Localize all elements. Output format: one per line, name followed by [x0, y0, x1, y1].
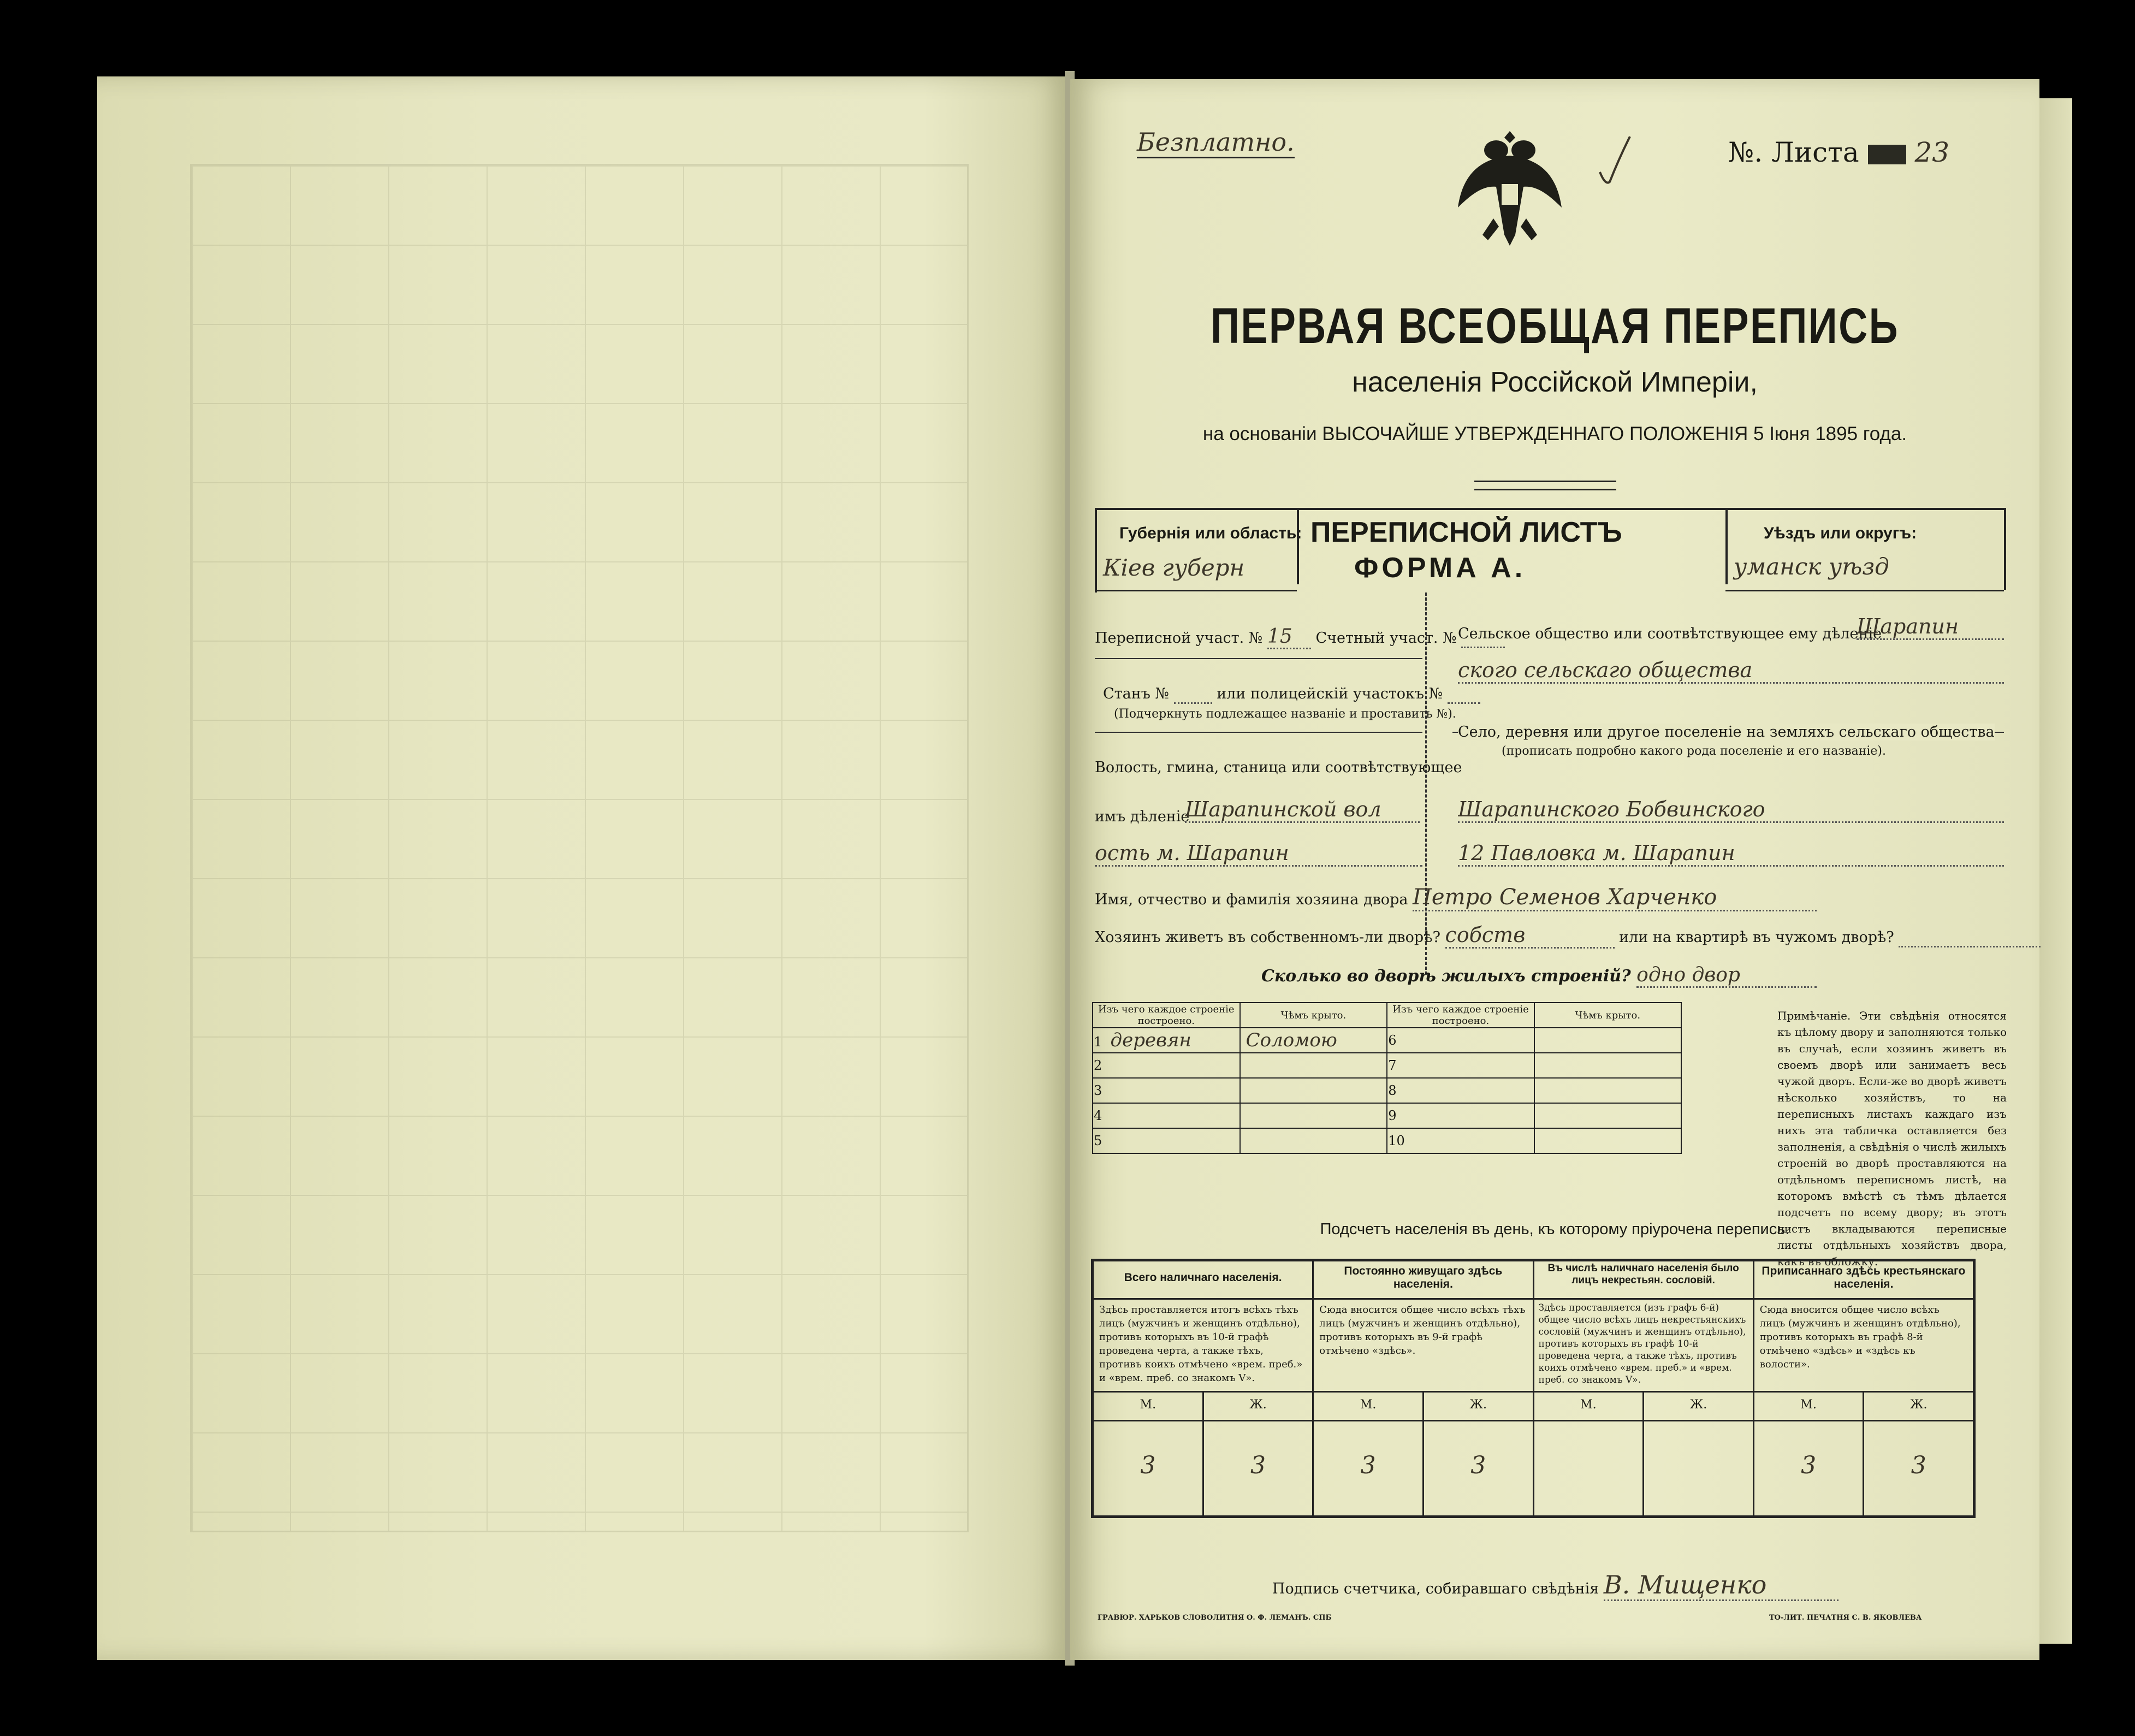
redacted-mark [1868, 145, 1906, 164]
count-col-2-values [1314, 1421, 1532, 1515]
count-col-3-m [1534, 1421, 1645, 1515]
buildings-table [1092, 1002, 1682, 1154]
schetny-label: Счетный участ. № [1315, 630, 1457, 647]
sheet-number-label: №. Листа [1728, 137, 1859, 168]
stan-value [1174, 685, 1212, 704]
count-col-3-title: Въ числѣ наличнаго населенія было лицъ некрестьян. сословій. [1534, 1261, 1753, 1300]
rule-1 [1095, 658, 1422, 659]
owner-label: Имя, отчество и фамилія хозяина двора [1095, 891, 1408, 908]
row1-material: деревян [1110, 1029, 1191, 1051]
count-col-2-zh: 3 [1470, 1451, 1486, 1479]
buildings-row [1261, 964, 1817, 988]
count-col-2-m: 3 [1314, 1421, 1424, 1515]
row6-roof [1534, 1028, 1681, 1053]
center-divider [1425, 593, 1427, 975]
signature-label: Подпись счетчика, собиравшаго свѣдѣнія [1272, 1580, 1599, 1597]
police-value [1448, 685, 1480, 704]
uezd-value: уманск уѣзд [1734, 553, 1889, 580]
count-col-2-title: Постоянно живущаго здѣсь населенія. [1314, 1261, 1532, 1300]
building-row-3: 3 [1093, 1078, 1240, 1103]
count-col-1 [1094, 1261, 1314, 1515]
zh-label: Ж. [1909, 1398, 1928, 1412]
count-col-1-values [1094, 1421, 1312, 1515]
form-title: ПЕРЕПИСНОЙ ЛИСТЪ [1310, 517, 1622, 548]
imperial-eagle-emblem [1452, 126, 1567, 251]
row8-roof [1534, 1078, 1681, 1103]
page-edge [2039, 98, 2072, 1644]
count-col-2 [1314, 1261, 1534, 1515]
count-col-4-values [1754, 1421, 1973, 1515]
selskoe-value-2: ского сельскаго общества [1458, 658, 2004, 684]
building-row-10: 10 [1387, 1128, 1534, 1153]
sheet-number-value: 23 [1914, 137, 1950, 168]
police-label: или полицейскій участокъ № [1217, 685, 1443, 702]
count-col-1-mz [1094, 1393, 1312, 1421]
count-col-4-desc: Сюда вносится общее число всѣхъ лицъ (мужчинъ и женщинъ отдѣльно), противъ которыхъ въ графѣ 8-й отмѣчено «здѣсь» и «здѣсь къ волости». [1754, 1300, 1973, 1393]
selo-value-2: 12 Павловка м. Шарапин [1458, 841, 2004, 867]
selo-label: Село, деревня или другое поселеніе на земляхъ сельскаго общества [1458, 724, 1995, 740]
form-top-rule [1095, 508, 2004, 510]
free-label: Безплатно. [1137, 127, 1295, 158]
own-yard-row [1095, 923, 2041, 949]
col-material-header-right: Изъ чего каждое строеніе построено. [1387, 1003, 1534, 1028]
subtitle: населенія Россійской Имперіи, [1352, 366, 1758, 398]
signature-row [1272, 1570, 1839, 1601]
m-label: М. [1094, 1393, 1204, 1420]
count-col-4-mz [1754, 1393, 1973, 1421]
selskoe-label: Сельское общество или соотвѣтствующее ему дѣленіе [1458, 625, 1882, 642]
sheet-number [1728, 137, 1949, 168]
count-col-2-desc: Сюда вносится общее число всѣхъ тѣхъ лицъ (мужчинъ и женщинъ отдѣльно), противъ которыхъ въ 9-й графѣ отмѣчено «здѣсь». [1314, 1300, 1532, 1393]
row4-roof [1240, 1103, 1387, 1128]
count-col-3-zh [1644, 1421, 1753, 1515]
left-box-border [1095, 508, 1097, 593]
checkmark-icon [1594, 134, 1633, 188]
row5-roof [1240, 1128, 1387, 1153]
m-label: М. [1534, 1393, 1645, 1420]
right-box-border [2004, 508, 2006, 590]
printer-left: ГРАВЮР. ХАРЬКОВ СЛОВОЛИТНЯ О. Ф. ЛЕМАНЪ. СПБ [1098, 1614, 1332, 1622]
ornament-divider [1474, 481, 1616, 490]
m-label: М. [1754, 1393, 1865, 1420]
building-row-1: 1 деревян [1093, 1028, 1240, 1053]
building-row-5: 5 [1093, 1128, 1240, 1153]
count-col-2-mz [1314, 1393, 1532, 1421]
guberniya-value: Кіев губерн [1103, 554, 1245, 581]
zh-label: Ж. [1249, 1398, 1267, 1412]
building-row-7: 7 [1387, 1053, 1534, 1078]
building-row-2: 2 [1093, 1053, 1240, 1078]
row1-roof: Соломою [1240, 1028, 1387, 1053]
count-col-1-m: 3 [1094, 1421, 1204, 1515]
selo-value-1: Шарапинского Бобвинского [1458, 797, 2004, 823]
count-col-4-zh: 3 [1911, 1451, 1926, 1479]
census-form-page [1070, 79, 2039, 1660]
rule-2 [1095, 732, 1422, 733]
owner-row [1095, 885, 1817, 911]
count-heading: Подсчетъ населенія въ день, къ которому пріурочена перепись. [1320, 1220, 1790, 1238]
signature-value: В. Мищенко [1604, 1570, 1839, 1601]
rent-label: или на квартирѣ въ чужомъ дворѣ? [1619, 929, 1894, 946]
count-col-4 [1754, 1261, 1973, 1515]
col-roof-header-left: Чѣмъ крыто. [1240, 1003, 1387, 1028]
perepisnoy-value: 15 [1267, 625, 1311, 649]
stan-row [1103, 685, 1480, 704]
left-page [97, 76, 1069, 1660]
count-col-4-m: 3 [1754, 1421, 1865, 1515]
form-name: ФОРМА А. [1354, 552, 1526, 584]
building-row-6: 6 [1387, 1028, 1534, 1053]
buildings-value: одно двор [1636, 964, 1817, 988]
count-col-3-desc: Здѣсь проставляется (изъ графъ 6-й) общее число всѣхъ лицъ некрестьянскихъ сословій (мужчинъ и женщинъ отдѣльно), противъ которыхъ въ графѣ 10-й проведена черта, а также тѣхъ, противъ коихъ отмѣчено «врем. преб.» и «врем. преб. со знакомъ V». [1534, 1300, 1753, 1393]
count-table [1091, 1259, 1976, 1518]
uezd-underline [1725, 590, 2004, 591]
perepisnoy-row [1095, 625, 1505, 649]
count-col-1-zh: 3 [1250, 1451, 1266, 1479]
owner-value: Петро Семенов Харченко [1413, 885, 1817, 911]
buildings-label: Сколько во дворѣ жилыхъ строеній? [1261, 967, 1631, 986]
own-yard-label: Хозяинъ живетъ въ собственномъ-ли дворѣ? [1095, 929, 1440, 946]
volost-value-1: Шарапинской вол [1185, 797, 1420, 823]
count-col-3-values [1534, 1421, 1753, 1515]
count-col-1-desc: Здѣсь проставляется итогъ всѣхъ тѣхъ лицъ (мужчинъ и женщинъ отдѣльно), противъ которыхъ въ 10-й графѣ проведена черта, а также тѣхъ, противъ коихъ отмѣчено «врем. преб.» и «врем. преб. со знакомъ V». [1094, 1300, 1312, 1393]
uezd-label: Уѣздъ или округъ: [1764, 524, 1917, 542]
guberniya-divider [1297, 508, 1299, 584]
col-material-header-left: Изъ чего каждое строеніе построено. [1093, 1003, 1240, 1028]
m-label: М. [1314, 1393, 1424, 1420]
selo-note: (прописать подробно какого рода поселеніе и его названіе). [1502, 744, 1886, 758]
bleed-through-grid [190, 164, 969, 1532]
buildings-note: Примѣчаніе. Эти свѣдѣнія относятся къ цѣлому двору и заполняются только въ случаѣ, если хозяинъ живетъ въ своемъ дворѣ или занимаетъ весь чужой дворъ. Если-же во дворѣ живетъ нѣсколько хозяйствъ, то на переписныхъ листахъ каждаго изъ нихъ эта табличка оставляется без заполненія, а свѣдѣнія о числѣ жилыхъ строеній во дворѣ проставляются на отдѣльномъ переписномъ листѣ, на которомъ вмѣстѣ съ тѣмъ дѣлается подсчетъ по всему двору; въ этотъ листъ вкладываются переписные листы отдѣльныхъ хозяйствъ двора, какъ въ обложку. [1777, 1009, 2007, 1268]
printer-right: ТО-ЛИТ. ПЕЧАТНЯ С. В. ЯКОВЛЕВА [1769, 1614, 1922, 1622]
col-roof-header-right: Чѣмъ крыто. [1534, 1003, 1681, 1028]
row9-roof [1534, 1103, 1681, 1128]
row3-roof [1240, 1078, 1387, 1103]
own-yard-value: собств [1445, 923, 1615, 949]
count-col-3-mz [1534, 1393, 1753, 1421]
volost-value-2: ость м. Шарапин [1095, 841, 1422, 867]
uezd-divider [1725, 508, 1728, 584]
main-title: ПЕРВАЯ ВСЕОБЩАЯ ПЕРЕПИСЬ [1211, 298, 1899, 354]
building-row-9: 9 [1387, 1103, 1534, 1128]
row2-roof [1240, 1053, 1387, 1078]
underline-note: (Подчеркнуть подлежащее названіе и проставить №). [1114, 707, 1456, 721]
row10-roof [1534, 1128, 1681, 1153]
basis-line: на основаніи ВЫСОЧАЙШЕ УТВЕРЖДЕННАГО ПОЛОЖЕНІЯ 5 Іюня 1895 года. [1202, 423, 1907, 445]
rent-value [1899, 929, 2041, 947]
row7-roof [1534, 1053, 1681, 1078]
guberniya-underline [1095, 590, 1297, 591]
volost-label: Волость, гмина, станица или соотвѣтствующее [1095, 759, 1462, 776]
zh-label: Ж. [1689, 1398, 1707, 1412]
building-row-4: 4 [1093, 1103, 1240, 1128]
count-col-3 [1534, 1261, 1754, 1515]
zh-label: Ж. [1469, 1398, 1487, 1412]
building-row-8: 8 [1387, 1078, 1534, 1103]
stan-label: Станъ № [1103, 685, 1169, 702]
selskoe-value-1: Шарапин [1857, 614, 2004, 640]
volost-label-2: имъ дѣленіе [1095, 808, 1190, 825]
perepisnoy-label: Переписной участ. № [1095, 630, 1263, 647]
count-col-4-title: Приписаннаго здѣсь крестьянскаго населенія. [1754, 1261, 1973, 1300]
guberniya-label: Губернія или область: [1119, 524, 1302, 542]
count-col-1-title: Всего наличнаго населенія. [1094, 1261, 1312, 1300]
